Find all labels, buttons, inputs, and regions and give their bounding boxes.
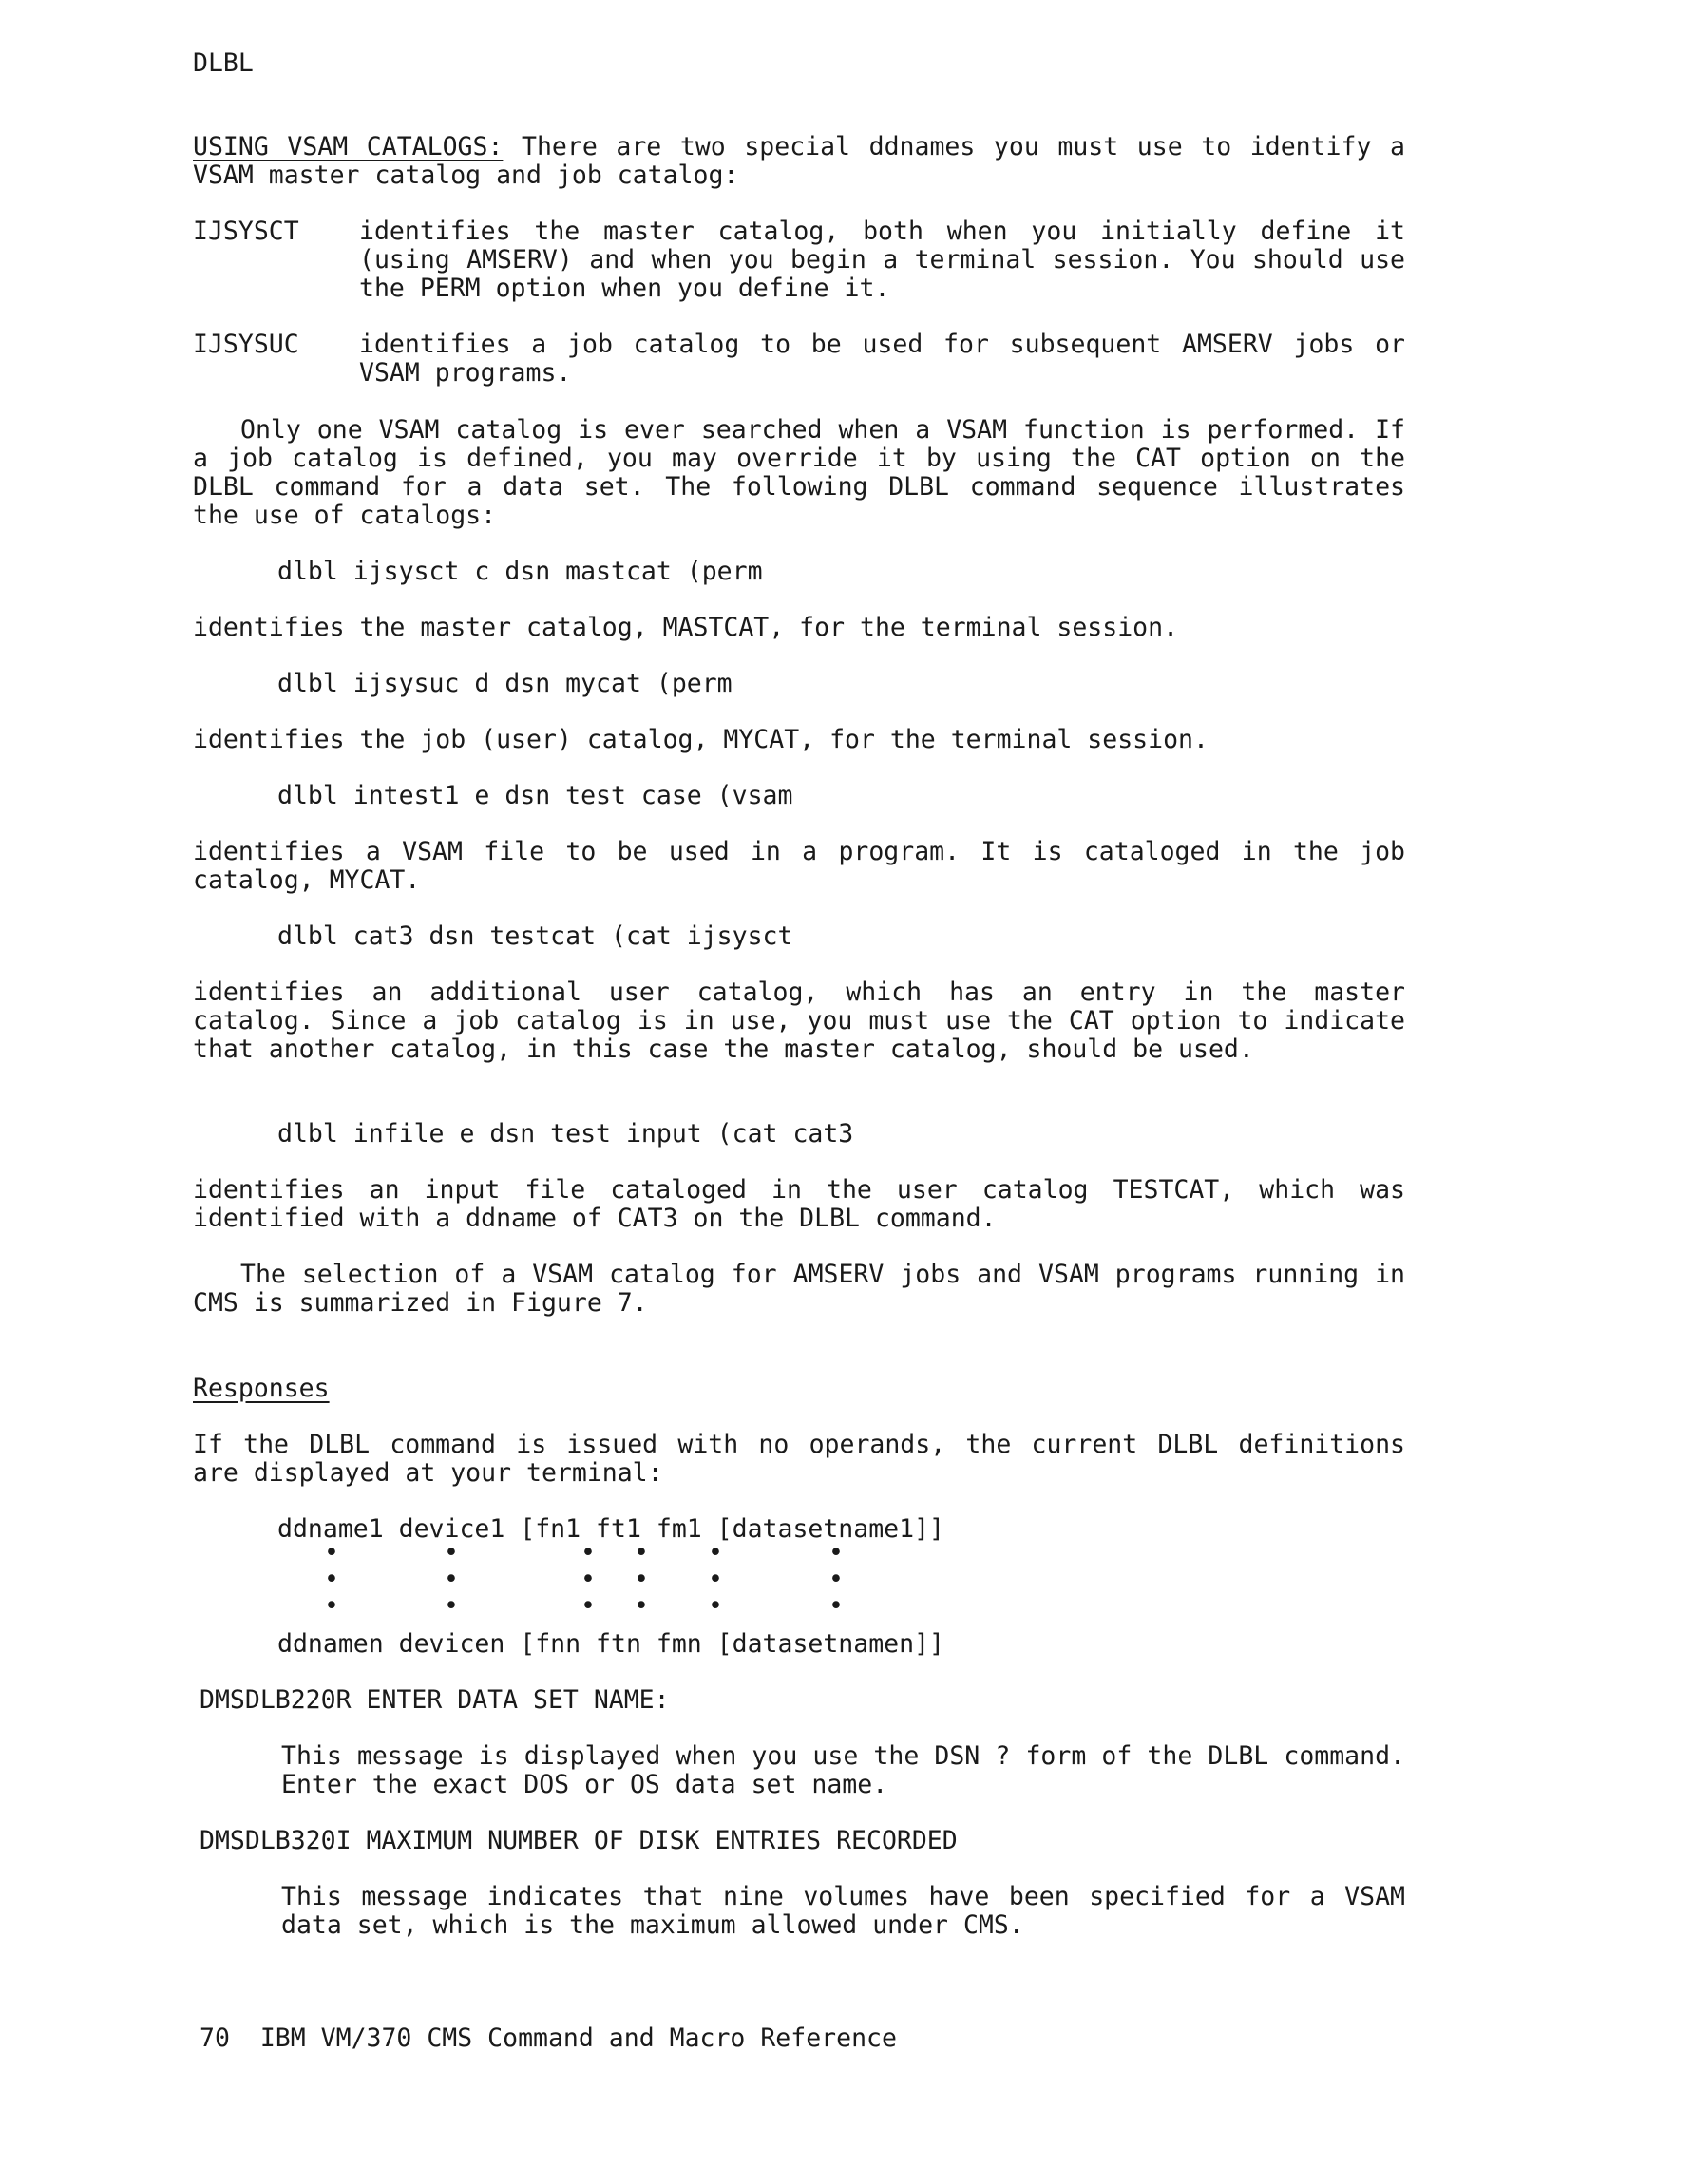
command-example: dlbl cat3 dsn testcat (cat ijsysct xyxy=(277,921,793,951)
dot: • xyxy=(634,1565,649,1594)
command-example: dlbl infile e dsn test input (cat cat3 xyxy=(277,1119,854,1149)
display-line-first: ddname1 device1 [fn1 ft1 fm1 [datasetname1]] xyxy=(277,1514,944,1544)
page-number: 70 xyxy=(200,2023,230,2053)
command-example: dlbl ijsysuc d dsn mycat (perm xyxy=(277,669,733,698)
example-explanation: identifies a VSAM file to be used in a program. It is cataloged in the job catalog, MYCAT. xyxy=(193,837,1405,895)
dot: • xyxy=(708,1565,723,1594)
example-explanation: identifies the master catalog, MASTCAT, for the terminal session. xyxy=(193,613,1179,642)
responses-intro: If the DLBL command is issued with no operands, the current DLBL definitions are displayed at your terminal: xyxy=(193,1430,1405,1488)
dot: • xyxy=(324,1538,339,1567)
page-footer xyxy=(200,2024,897,2053)
using-vsam-intro xyxy=(193,133,1405,190)
message-id: DMSDLB320I MAXIMUM NUMBER OF DISK ENTRIES RECORDED xyxy=(200,1826,958,1855)
display-line-last: ddnamen devicen [fnn ftn fmn [datasetnamen]] xyxy=(277,1629,944,1659)
dot: • xyxy=(828,1591,844,1621)
dot: • xyxy=(444,1565,459,1594)
paragraph: The selection of a VSAM catalog for AMSERV jobs and VSAM programs running in CMS is summarized in Figure 7. xyxy=(193,1260,1405,1318)
section-heading-using-vsam: USING VSAM CATALOGS: xyxy=(193,132,504,161)
paragraph: Only one VSAM catalog is ever searched when a VSAM function is performed. If a job catalog is defined, you may override it by using the CAT option on the DLBL command for a data set. The following DLBL command sequence illustrates the use of catalogs: xyxy=(193,415,1405,530)
example-explanation: identifies an input file cataloged in the user catalog TESTCAT, which was identified with a ddname of CAT3 on the DLBL command. xyxy=(193,1175,1405,1233)
dot: • xyxy=(444,1591,459,1621)
definition-text: identifies a job catalog to be used for subsequent AMSERV jobs or VSAM programs. xyxy=(359,330,1405,388)
dot: • xyxy=(324,1565,339,1594)
message-id: DMSDLB220R ENTER DATA SET NAME: xyxy=(200,1685,670,1715)
intro-text: There are two special ddnames you must use to identify a VSAM master catalog and job catalog: xyxy=(193,132,1405,190)
command-example: dlbl ijsysct c dsn mastcat (perm xyxy=(277,557,763,586)
running-head: DLBL xyxy=(193,48,254,78)
section-heading-responses: Responses xyxy=(193,1374,330,1403)
message-text: This message is displayed when you use the DSN ? form of the DLBL command. Enter the exact DOS or OS data set name. xyxy=(281,1741,1405,1799)
example-explanation: identifies an additional user catalog, which has an entry in the master catalog. Since a job catalog is in use, you must use the CAT option to indicate that another catalog, in this case the master catalog, should be used. xyxy=(193,978,1405,1064)
book-title: IBM VM/370 CMS Command and Macro Reference xyxy=(259,2023,897,2053)
dot: • xyxy=(581,1538,596,1567)
definition-term: IJSYSCT xyxy=(193,217,299,246)
dot: • xyxy=(581,1565,596,1594)
definition-term: IJSYSUC xyxy=(193,330,299,359)
example-explanation: identifies the job (user) catalog, MYCAT, for the terminal session. xyxy=(193,725,1209,754)
dot: • xyxy=(581,1591,596,1621)
dot: • xyxy=(708,1591,723,1621)
dot: • xyxy=(324,1591,339,1621)
definition-text: identifies the master catalog, both when you initially define it (using AMSERV) and when you begin a terminal session. You should use the PERM option when you define it. xyxy=(359,217,1405,303)
dot: • xyxy=(634,1538,649,1567)
message-text: This message indicates that nine volumes have been specified for a VSAM data set, which is the maximum allowed under CMS. xyxy=(281,1882,1405,1940)
dot: • xyxy=(444,1538,459,1567)
dot: • xyxy=(828,1565,844,1594)
dot: • xyxy=(828,1538,844,1567)
command-example: dlbl intest1 e dsn test case (vsam xyxy=(277,781,793,810)
dot: • xyxy=(708,1538,723,1567)
dot: • xyxy=(634,1591,649,1621)
